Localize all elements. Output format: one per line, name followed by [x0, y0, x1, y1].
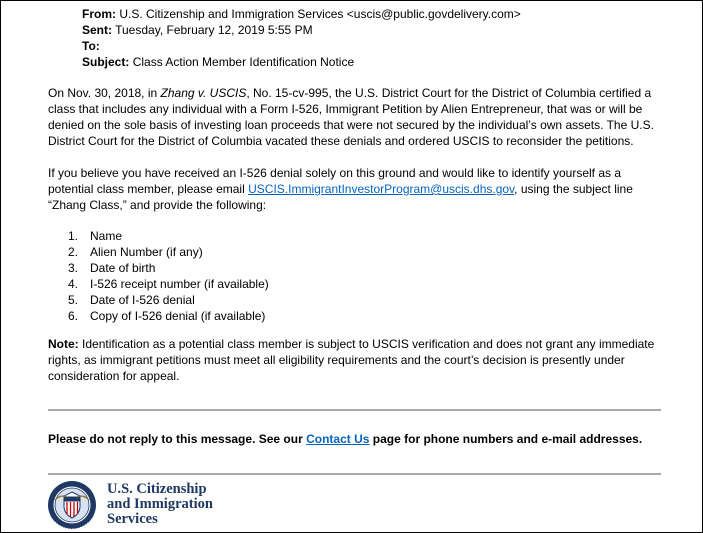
- logo-line: U.S. Citizenship: [107, 481, 207, 497]
- case-name: Zhang v. USCIS: [160, 86, 247, 100]
- paragraph-note: [48, 336, 668, 384]
- logo-line: and Immigration: [107, 496, 213, 512]
- list-number: 6.: [68, 309, 79, 323]
- paragraph-text: , using the subject line “Zhang Class,” and provide the following:: [48, 182, 633, 212]
- list-number: 5.: [68, 293, 79, 307]
- list-text: Name: [90, 229, 123, 243]
- paragraph-text: On Nov. 30, 2018, in: [48, 86, 161, 100]
- divider: [48, 473, 661, 475]
- sent-label: Sent:: [82, 23, 112, 37]
- footer-note: [48, 431, 642, 447]
- paragraph-text: , No. 15-cv-995, the U.S. District Court for the District of Columbia certified a class that includes any individual with a Form I-526, Immigrant Petition by Alien Entrepreneur, that was or will be denied on the sole basis of investing loan proceeds that were not secured by the individual’s own assets. The U.S. District Court for the District of Columbia vacated these denials and ordered USCIS to reconsider the petitions.: [48, 86, 654, 148]
- paragraph-class-certification: [48, 85, 668, 149]
- list-item: [68, 244, 269, 260]
- list-text: Copy of I-526 denial (if available): [90, 309, 266, 323]
- footer-text: page for phone numbers and e-mail addresses.: [369, 432, 643, 446]
- uscis-logo-text: [107, 482, 213, 527]
- to-row: [82, 38, 521, 54]
- list-text: Date of I-526 denial: [90, 293, 195, 307]
- from-value: U.S. Citizenship and Immigration Services <uscis@public.govdelivery.com>: [119, 7, 521, 21]
- subject-value: Class Action Member Identification Notice: [132, 55, 355, 69]
- from-row: [82, 6, 521, 22]
- sent-value: Tuesday, February 12, 2019 5:55 PM: [115, 23, 313, 37]
- subject-label: Subject:: [82, 55, 130, 69]
- email-header: [82, 6, 521, 70]
- list-number: 4.: [68, 277, 79, 291]
- list-item: [68, 292, 269, 308]
- list-text: Date of birth: [90, 261, 156, 275]
- note-text: Identification as a potential class member is subject to USCIS verification and does not grant any immediate rights, as immigrant petitions must meet all eligibility requirements and the court’s decision is presently under consideration for appeal.: [48, 337, 655, 383]
- list-number: 1.: [68, 229, 79, 243]
- list-item: [68, 308, 269, 324]
- list-item: [68, 228, 269, 244]
- list-text: I-526 receipt number (if available): [90, 277, 269, 291]
- paragraph-text: If you believe you have received an I-526 denial solely on this ground and would like to identify yourself as a potential class member, please email: [48, 166, 622, 196]
- list-item: [68, 276, 269, 292]
- subject-row: [82, 54, 521, 70]
- to-label: To:: [82, 39, 100, 53]
- divider: [48, 409, 661, 411]
- email-link[interactable]: USCIS.ImmigrantInvestorProgram@uscis.dhs.gov: [248, 182, 515, 196]
- contact-us-link[interactable]: Contact Us: [306, 432, 370, 446]
- list-item: [68, 260, 269, 276]
- note-label: Note:: [48, 337, 79, 351]
- sent-row: [82, 22, 521, 38]
- list-number: 2.: [68, 245, 79, 259]
- list-number: 3.: [68, 261, 79, 275]
- paragraph-instructions: [48, 165, 668, 213]
- dhs-seal-icon: [47, 480, 97, 530]
- footer-text: Please do not reply to this message. See our: [48, 432, 307, 446]
- list-text: Alien Number (if any): [90, 245, 203, 259]
- from-label: From:: [82, 7, 116, 21]
- required-info-list: [68, 228, 269, 324]
- logo-line: Services: [107, 511, 158, 527]
